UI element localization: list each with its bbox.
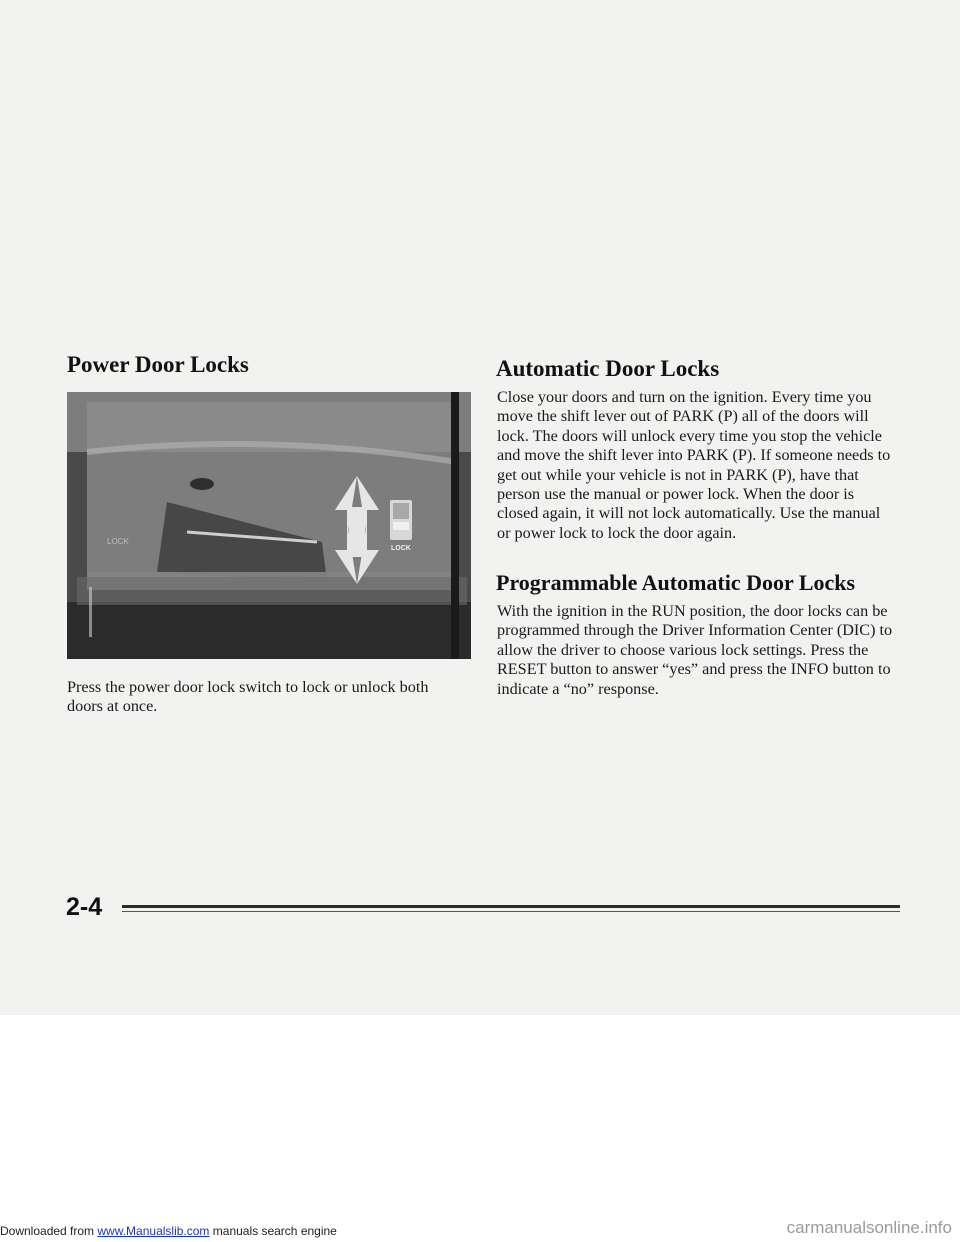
automatic-door-locks-heading: Automatic Door Locks xyxy=(496,356,720,381)
automatic-door-locks-body: Close your doors and turn on the ignition. Every time you move the shift lever out of PARK (P) all of the doors will lock. The doors will unlock every time you stop the vehicle and move the shift lever into PARK (P). If someone needs to get out while your vehicle is not in PARK (P), have that person use the manual or power lock. When the door is closed again, it will not lock automatically. Use the manual or power lock to lock the door again. xyxy=(497,388,891,542)
switch-lock-label: LOCK xyxy=(391,545,411,552)
footer-suffix: manuals search engine xyxy=(209,1224,337,1238)
page-bottom-margin xyxy=(0,1015,960,1242)
door-lock-switch-photo xyxy=(67,392,471,659)
download-footer xyxy=(0,1224,337,1238)
manualslib-link[interactable]: www.Manualslib.com xyxy=(97,1224,210,1238)
carmanualsonline-watermark: carmanualsonline.info xyxy=(786,1218,952,1237)
programmable-door-locks-body: With the ignition in the RUN position, the door locks can be programmed through the Driver Information Center (DIC) to allow the driver to choose various lock settings. Press the RESET button to answer “yes” and press the INFO button to indicate a “no” response. xyxy=(497,602,893,698)
door-panel-illustration xyxy=(67,392,471,659)
power-door-locks-heading: Power Door Locks xyxy=(67,352,249,377)
door-lock-label: LOCK xyxy=(107,537,129,546)
power-door-locks-caption: Press the power door lock switch to lock or unlock both doors at once. xyxy=(67,678,429,716)
programmable-door-locks-heading: Programmable Automatic Door Locks xyxy=(496,570,856,595)
footer-rule-thick xyxy=(122,905,900,908)
footer-prefix: Downloaded from xyxy=(0,1224,98,1238)
lock-switch-icon xyxy=(390,500,412,540)
footer-rule-thin xyxy=(122,911,900,912)
page-number: 2-4 xyxy=(66,893,103,921)
